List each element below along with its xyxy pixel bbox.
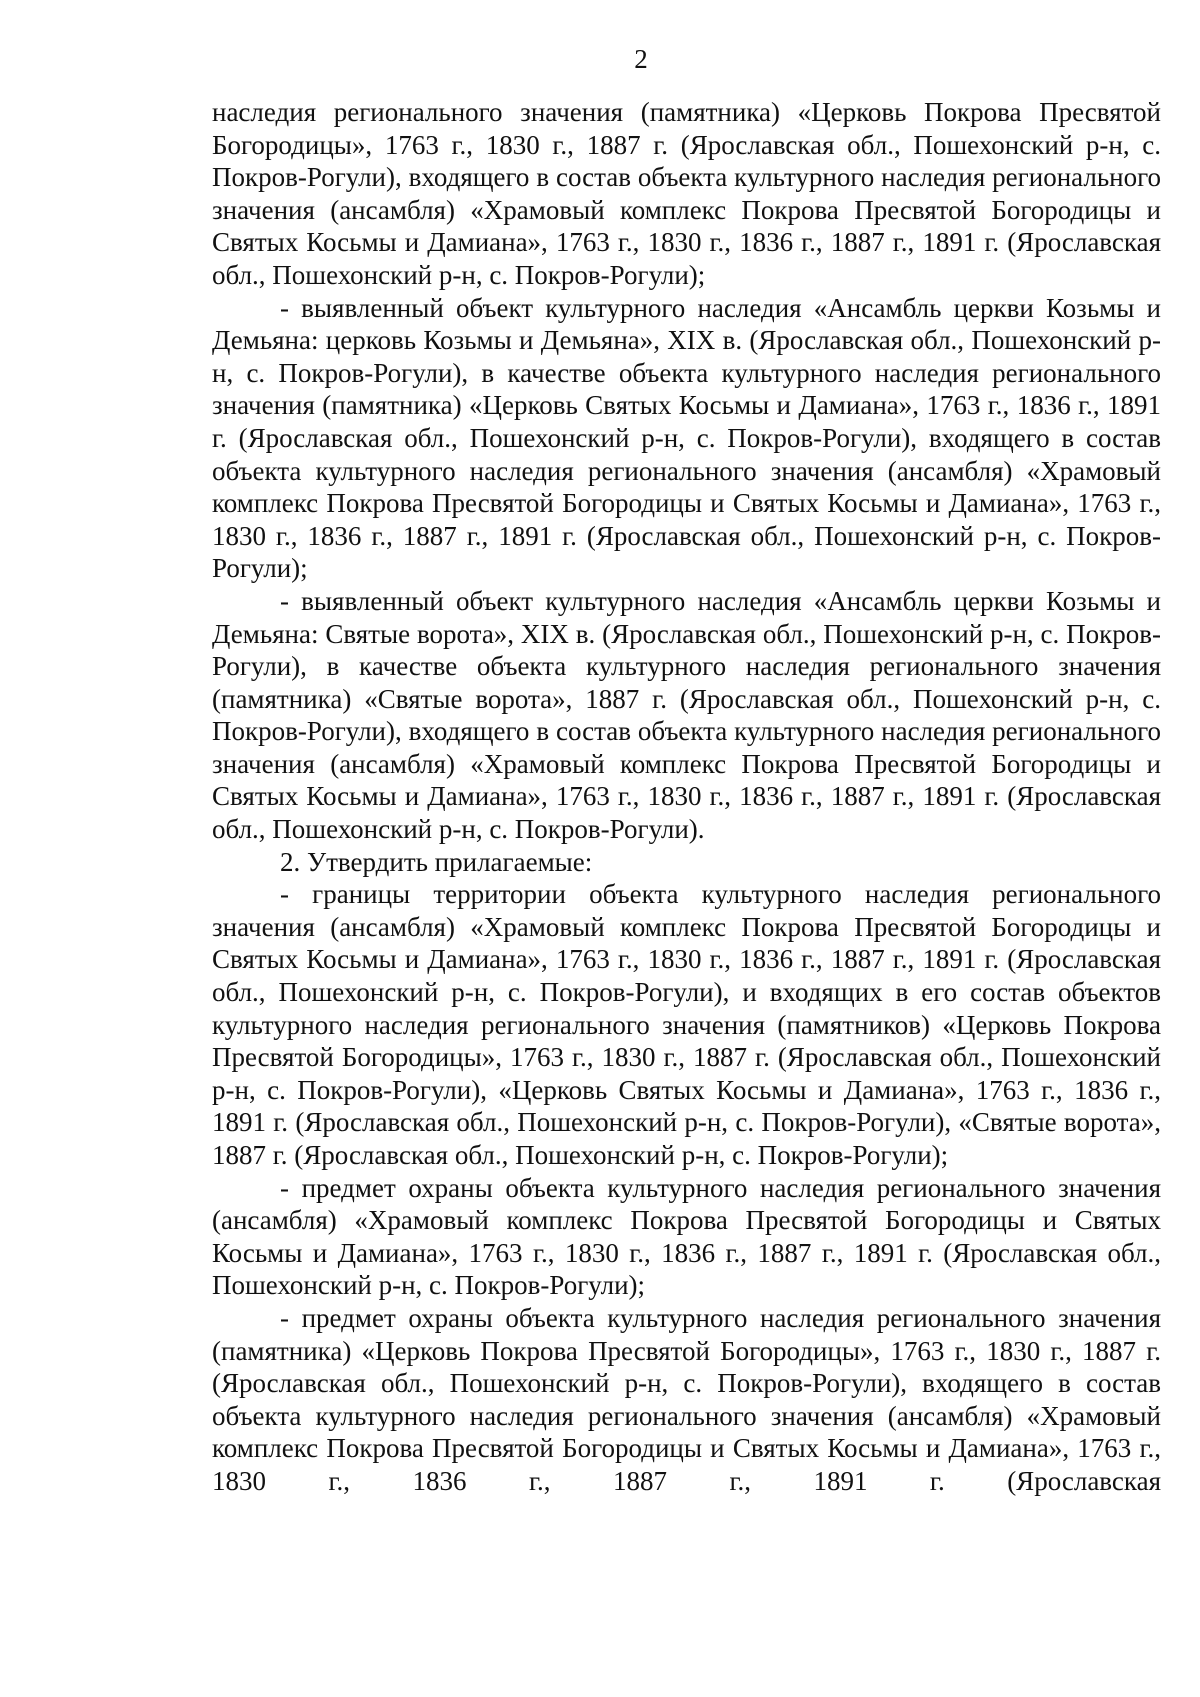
paragraph-item-holy-gates: - выявленный объект культурного наследия «Ансамбль церкви Козьмы и Демьяна: Святые ворота», XIX в. (Ярославская обл., Пошехонский р-н, с. Покров-Рогули), в качестве объекта культурного наследия регионального значения (памятника) «Святые ворота», 1887 г. (Ярославская обл., Пошехонский р-н, с. Покров-Рогули), входящего в состав объекта культурного наследия регионального значения (ансамбля) «Храмовый комплекс Покрова Пресвятой Богородицы и Святых Косьмы и Дамиана», 1763 г., 1830 г., 1836 г., 1887 г., 1891 г. (Ярославская обл., Пошехонский р-н, с. Покров-Рогули). [212,585,1161,845]
page-number: 2 [634,44,648,74]
paragraph-continuation: наследия регионального значения (памятника) «Церковь Покрова Пресвятой Богородицы», 1763 г., 1830 г., 1887 г. (Ярославская обл., Пошехонский р-н, с. Покров-Рогули), входящего в состав объекта культурного наследия регионального значения (ансамбля) «Храмовый комплекс Покрова Пресвятой Богородицы и Святых Косьмы и Дамиана», 1763 г., 1830 г., 1836 г., 1887 г., 1891 г. (Ярославская обл., Пошехонский р-н, с. Покров-Рогули); [212,97,1161,290]
paragraph-item-church-kozma: - выявленный объект культурного наследия «Ансамбль церкви Козьмы и Демьяна: церковь Козьмы и Демьяна», XIX в. (Ярославская обл., Пошехонский р-н, с. Покров-Рогули), в качестве объекта культурного наследия регионального значения (памятника) «Церковь Святых Косьмы и Дамиана», 1763 г., 1836 г., 1891 г. (Ярославская обл., Пошехонский р-н, с. Покров-Рогули), входящего в состав объекта культурного наследия регионального значения (ансамбля) «Храмовый комплекс Покрова Пресвятой Богородицы и Святых Косьмы и Дамиана», 1763 г., 1830 г., 1836 г., 1887 г., 1891 г. (Ярославская обл., Пошехонский р-н, с. Покров-Рогули); [212,292,1161,584]
paragraph-approve-heading: 2. Утвердить прилагаемые: [280,846,593,877]
paragraph-item-protection-ensemble: - предмет охраны объекта культурного наследия регионального значения (ансамбля) «Храмовый комплекс Покрова Пресвятой Богородицы и Святых Косьмы и Дамиана», 1763 г., 1830 г., 1836 г., 1887 г., 1891 г. (Ярославская обл., Пошехонский р-н, с. Покров-Рогули); [212,1172,1161,1301]
paragraph-item-territory-boundaries: - границы территории объекта культурного наследия регионального значения (ансамбля) «Храмовый комплекс Покрова Пресвятой Богородицы и Святых Косьмы и Дамиана», 1763 г., 1830 г., 1836 г., 1887 г., 1891 г. (Ярославская обл., Пошехонский р-н, с. Покров-Рогули), и входящих в его состав объектов культурного наследия регионального значения (памятников) «Церковь Покрова Пресвятой Богородицы», 1763 г., 1830 г., 1887 г. (Ярославская обл., Пошехонский р-н, с. Покров-Рогули), «Церковь Святых Косьмы и Дамиана», 1763 г., 1836 г., 1891 г. (Ярославская обл., Пошехонский р-н, с. Покров-Рогули), «Святые ворота», 1887 г. (Ярославская обл., Пошехонский р-н, с. Покров-Рогули); [212,879,1161,1170]
paragraph-item-protection-church: - предмет охраны объекта культурного наследия регионального значения (памятника) «Церковь Покрова Пресвятой Богородицы», 1763 г., 1830 г., 1887 г. (Ярославская обл., Пошехонский р-н, с. Покров-Рогули), входящего в состав объекта культурного наследия регионального значения (ансамбля) «Храмовый комплекс Покрова Пресвятой Богородицы и Святых Косьмы и Дамиана», 1763 г., 1830 г., 1836 г., 1887 г., 1891 г. (Ярославская [212,1302,1161,1496]
document-body [212,96,1161,1498]
